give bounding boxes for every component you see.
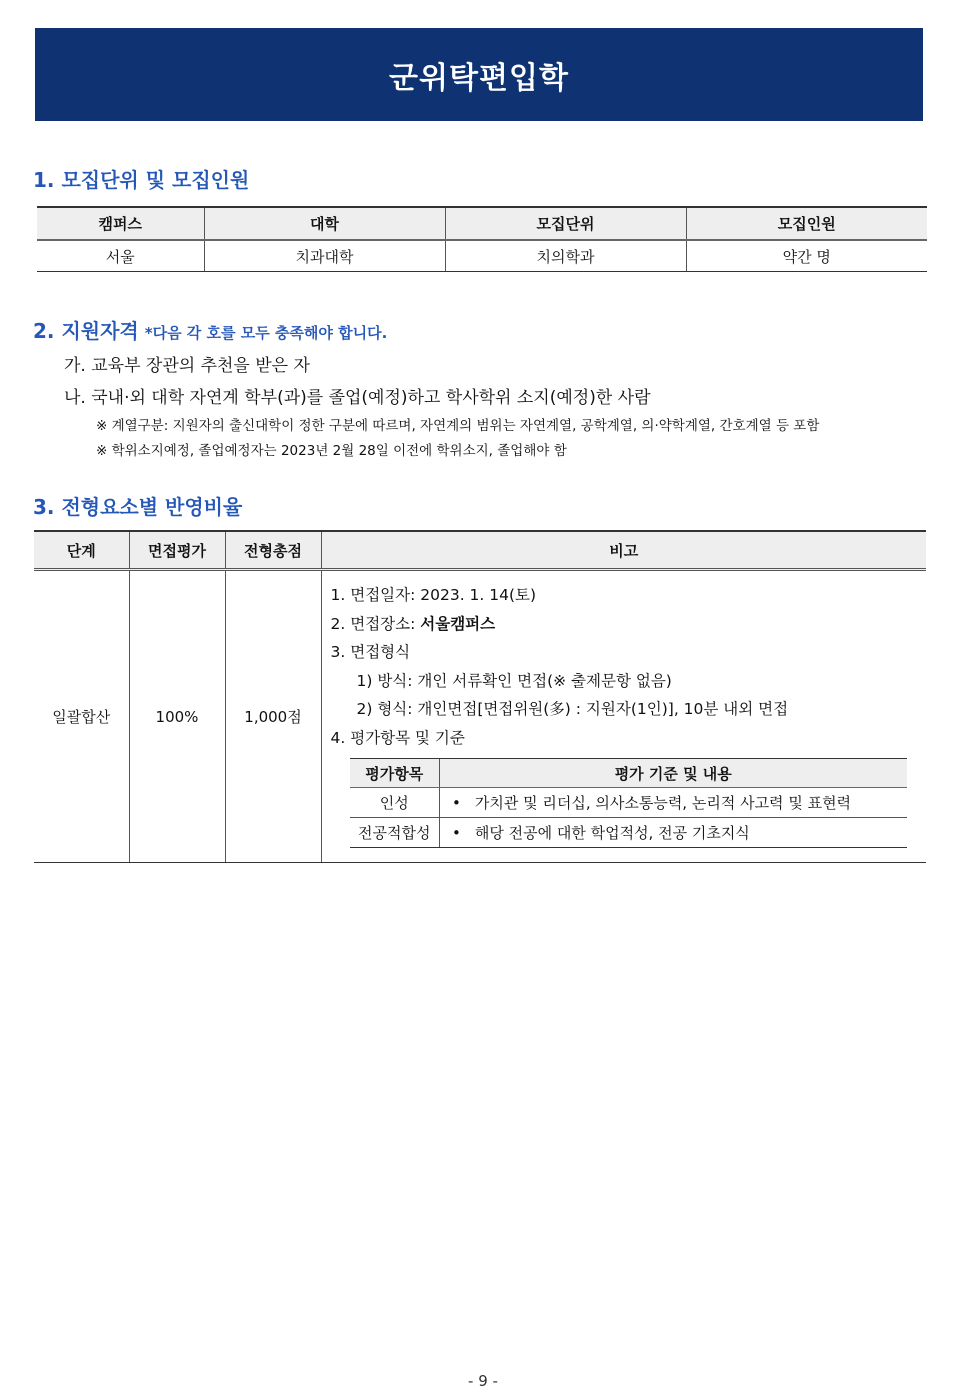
column-header-total: 전형총점: [225, 531, 321, 570]
cell-stage: 일괄합산: [34, 570, 129, 863]
section2-heading: [33, 315, 387, 344]
section1-heading: 1. 모집단위 및 모집인원: [33, 168, 250, 192]
criteria-header-desc: 평가 기준 및 내용: [440, 759, 907, 788]
table-row: [34, 570, 926, 863]
table-row: [350, 818, 907, 848]
criteria-item: 인성: [350, 788, 440, 818]
column-header-stage: 단계: [34, 531, 129, 570]
column-header-interview: 면접평가: [129, 531, 225, 570]
page-number: - 9 -: [468, 1372, 498, 1390]
remarks-criteria-title: 4. 평가항목 및 기준: [330, 728, 465, 747]
cell-campus: 서울: [37, 240, 204, 272]
column-header-unit: 모집단위: [445, 207, 686, 240]
column-header-quota: 모집인원: [686, 207, 927, 240]
section2-note: *다음 각 호를 모두 충족해야 합니다.: [144, 324, 388, 342]
remarks-place-label: 2. 면접장소:: [330, 614, 421, 633]
cell-unit: 치의학과: [445, 240, 686, 272]
recruitment-table: [37, 206, 927, 272]
cell-interview-ratio: 100%: [129, 570, 225, 863]
remarks-interview-place: [331, 610, 919, 639]
bullet-icon: •: [452, 794, 461, 812]
table-header-row: [34, 531, 926, 570]
cell-quota: 약간 명: [686, 240, 927, 272]
criteria-desc: [440, 818, 907, 848]
section2-heading-text: 2. 지원자격: [33, 319, 139, 343]
page-title: 군위탁편입학: [389, 60, 569, 96]
cell-total-score: 1,000점: [225, 570, 321, 863]
criteria-desc-text: 가치관 및 리더십, 의사소통능력, 논리적 사고력 및 표현력: [474, 794, 852, 812]
section3-heading: 3. 전형요소별 반영비율: [33, 495, 243, 519]
table-row: [350, 788, 907, 818]
cell-remarks: [321, 570, 926, 863]
remarks-format-method: 1) 방식: 개인 서류확인 면접(※ 출제문항 없음): [356, 671, 672, 690]
table-row: [37, 240, 927, 272]
criteria-header-row: [350, 759, 907, 788]
column-header-college: 대학: [204, 207, 445, 240]
criteria-header-item: 평가항목: [350, 759, 440, 788]
remarks-place-value: 서울캠퍼스: [420, 614, 496, 633]
qualification-item-2: 나. 국내·외 대학 자연계 학부(과)를 졸업(예정)하고 학사학위 소지(예정)한 사람: [64, 388, 651, 408]
table-header-row: [37, 207, 927, 240]
bullet-icon: •: [452, 824, 461, 842]
column-header-remarks: 비고: [321, 531, 926, 570]
cell-college: 치과대학: [204, 240, 445, 272]
criteria-desc-text: 해당 전공에 대한 학업적성, 전공 기초지식: [474, 824, 750, 842]
page-title-banner: [35, 28, 923, 121]
evaluation-table: [34, 530, 926, 863]
qualification-note-2: ※ 학위소지예정, 졸업예정자는 2023년 2월 28일 이전에 학위소지, 졸업해야 함: [96, 443, 567, 459]
qualification-note-1: ※ 계열구분: 지원자의 출신대학이 정한 구분에 따르며, 자연계의 범위는 자연계열, 공학계열, 의·약학계열, 간호계열 등 포함: [96, 418, 820, 434]
criteria-desc: [440, 788, 907, 818]
criteria-table: [350, 758, 907, 848]
qualification-item-1: 가. 교육부 장관의 추천을 받은 자: [64, 356, 310, 376]
remarks-format-type: 2) 형식: 개인면접[면접위원(多) : 지원자(1인)], 10분 내외 면접: [356, 700, 789, 718]
criteria-item: 전공적합성: [350, 818, 440, 848]
remarks-interview-format: 3. 면접형식: [330, 643, 411, 661]
column-header-campus: 캠퍼스: [37, 207, 204, 240]
remarks-interview-date: 1. 면접일자: 2023. 1. 14(토): [330, 586, 537, 604]
